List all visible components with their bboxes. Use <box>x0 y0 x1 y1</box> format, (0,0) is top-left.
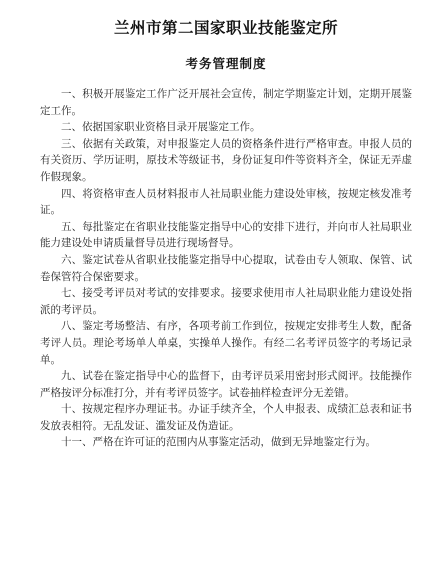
clause-2: 二、依据国家职业资格目录开展鉴定工作。 <box>61 121 261 134</box>
clause-7: 七、接受考评员对考试的安排要求。接要求使用市人社局职业能力建设处指派的考评员。 <box>40 287 412 316</box>
clause-6: 六、鉴定试卷从省职业技能鉴定指导中心提取，试卷由专人领取、保管、试卷保管符合保密要求。 <box>40 253 412 283</box>
clause-4: 四、将资格审查人员材料报市人社局职业能力建设处审核，按规定核发准考证。 <box>40 187 412 217</box>
organization-title: 兰州市第二国家职业技能鉴定所 <box>113 18 338 37</box>
document-title: 考务管理制度 <box>185 56 267 71</box>
clause-list <box>40 86 412 451</box>
clause-5: 五、每批鉴定在省职业技能鉴定指导中心的安排下进行，并向市人社局职业能力建设处申请质量督导员进行现场督导。 <box>40 220 412 250</box>
clause-9: 九、试卷在鉴定指导中心的监督下，由考评员采用密封形式阅评。技能操作严格按评分标准打分，并有考评员签字。试卷抽样检查评分无差错。 <box>40 370 412 399</box>
clause-10: 十、按规定程序办理证书。办证手续齐全，个人申报表、成绩汇总表和证书发放表相符。无乱发证、滥发证及伪造证。 <box>40 403 412 432</box>
clause-1: 一、积极开展鉴定工作广泛开展社会宣传，制定学期鉴定计划，定期开展鉴定工作。 <box>40 88 412 117</box>
clause-8: 八、鉴定考场整洁、有序，各项考前工作到位，按规定安排考生人数，配备考评人员。理论考场单人单桌，实操单人操作。有经二名考评员签字的考场记录单。 <box>40 320 412 366</box>
clause-11: 十一、严格在许可证的范围内从事鉴定活动，做到无异地鉴定行为。 <box>61 436 376 449</box>
clause-3: 三、依据有关政策，对申报鉴定人员的资格条件进行严格审查。申报人员的有关资历、学历证明，原技术等级证书，身份证复印件等资料齐全，保证无弄虚作假现象。 <box>40 137 412 183</box>
